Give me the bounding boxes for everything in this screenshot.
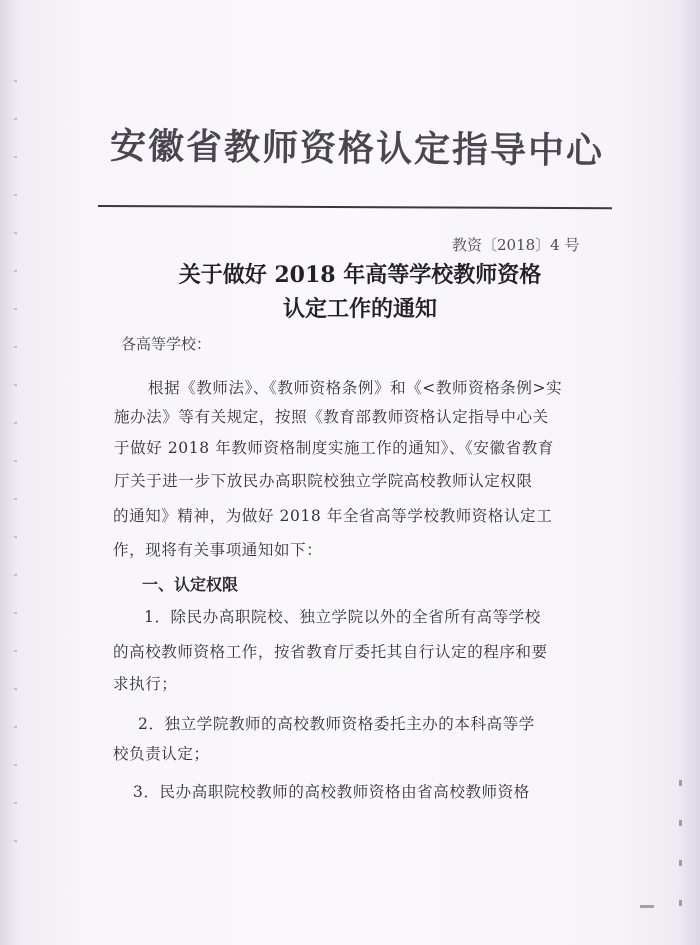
- document-number: 教资〔2018〕4 号: [452, 236, 580, 254]
- scan-marks-right: [679, 780, 682, 920]
- item-1-line: 的高校教师资格工作，按省教育厅委托其自行认定的程序和要: [113, 643, 548, 661]
- intro-line: 施办法》等有关规定，按照《教育部教师资格认定指导中心关: [114, 408, 549, 426]
- issuing-organization: 安徽省教师资格认定指导中心: [109, 126, 605, 173]
- item-1-line: 求执行；: [113, 675, 178, 693]
- scan-binding-marks: [14, 80, 17, 860]
- salutation: 各高等学校：: [121, 335, 212, 353]
- document-title-line-1: 关于做好 2018 年高等学校教师资格: [178, 262, 542, 288]
- intro-line: 作，现将有关事项通知如下：: [113, 541, 323, 559]
- intro-line: 根据《教师法》、《教师资格条例》和《<教师资格条例>实: [148, 379, 563, 397]
- item-2-line: 校负责认定；: [113, 745, 210, 763]
- scan-mark-bottom: [640, 905, 654, 908]
- item-2-line: 2．独立学院教师的高校教师资格委托主办的本科高等学: [138, 715, 535, 733]
- document-title-line-2: 认定工作的通知: [282, 296, 437, 322]
- intro-line: 于做好 2018 年教师资格制度实施工作的通知》、《安徽省教育: [114, 439, 554, 457]
- intro-line: 的通知》精神，为做好 2018 年全省高等学校教师资格认定工: [113, 507, 553, 525]
- section-heading-authority: 一、认定权限: [142, 575, 239, 594]
- item-1-line: 1．除民办高职院校、独立学院以外的全省所有高等学校: [144, 608, 541, 626]
- item-3-line: 3．民办高职院校教师的高校教师资格由省高校教师资格: [133, 783, 530, 801]
- intro-line: 厅关于进一步下放民办高职院校独立学院高校教师认定权限: [114, 472, 533, 490]
- header-divider: [98, 205, 612, 209]
